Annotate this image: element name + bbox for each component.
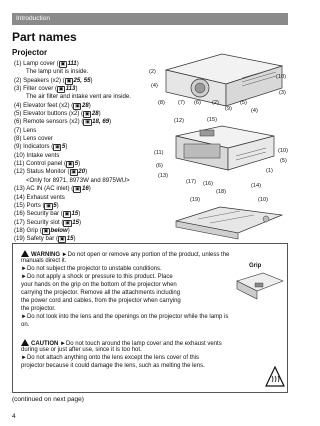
parts-list-item: (15) Ports ( ▣ 5) — [14, 201, 59, 209]
grip-label: Grip — [249, 263, 262, 269]
projector-bottom-figure — [170, 203, 288, 243]
callout: (3) — [279, 90, 286, 96]
parts-list-item: (14) Exhaust vents — [14, 193, 65, 201]
callout: (13) — [158, 173, 168, 179]
parts-list-item: (11) Control panel ( ▣ 5) — [14, 160, 81, 168]
page-ref-number[interactable]: below — [50, 226, 68, 234]
grip-illustration — [235, 271, 285, 301]
warning-line: carrying the projector. Remove all the attachments including — [21, 290, 181, 296]
callout: (8) — [158, 100, 165, 106]
page-ref-icon: ▣ — [67, 162, 73, 168]
parts-list-item: (8) Lens cover — [14, 135, 53, 143]
projector-front-figure — [152, 48, 288, 114]
callout: (4) — [151, 83, 158, 89]
warning-line-1: WARNING ►Do not open or remove any portion of the product, unless the — [21, 249, 229, 259]
callout: (11) — [154, 150, 164, 156]
callout: (14) — [251, 183, 261, 189]
parts-list-item: (7) Lens — [14, 126, 37, 134]
callout: (10) — [278, 148, 288, 154]
callout: (7) — [178, 100, 185, 106]
callout: (2) — [149, 69, 156, 75]
page-ref-icon: ▣ — [55, 145, 60, 151]
page-ref-number[interactable]: 5 — [74, 160, 79, 168]
callout: (6) — [194, 100, 201, 106]
warning-line: the power cord and cables, from the projector when carrying — [21, 298, 181, 304]
warning-line: the projector. — [21, 306, 56, 312]
continued-note: (continued on next page) — [12, 396, 84, 403]
section-subtitle: Projector — [12, 48, 48, 57]
warning-box — [12, 243, 288, 393]
callout: (18) — [216, 189, 226, 195]
warning-triangle-icon — [21, 250, 29, 257]
parts-list-item: (16) Security bar ( ▣ 15) — [14, 210, 81, 218]
page-ref-number[interactable]: 20 — [78, 168, 86, 176]
page-ref-icon: ▣ — [75, 187, 80, 193]
page-ref-number[interactable]: 5 — [62, 143, 66, 151]
page-ref-icon: ▣ — [59, 237, 65, 243]
callout: (2) — [212, 100, 219, 106]
callout: (5) — [240, 100, 247, 106]
parts-list-item: The lamp unit is inside. — [26, 68, 89, 76]
projector-rear-figure — [166, 122, 278, 178]
page-ref-icon: ▣ — [43, 228, 49, 234]
page-ref-number[interactable]: 113 — [65, 85, 76, 93]
parts-list-item: (4) Elevator feet (x2) ( ▣ 28) — [14, 101, 91, 109]
callout: (1) — [266, 168, 273, 174]
callout: (17) — [186, 179, 196, 185]
parts-list — [14, 60, 164, 244]
callout: (10) — [276, 74, 286, 80]
page-ref-icon: ▣ — [71, 170, 76, 176]
warning-line: ►Do not look into the lens and the openings on the projector while the lamp is — [21, 314, 229, 320]
parts-list-item: (18) Grip ( ▣ below) — [14, 226, 70, 234]
parts-list-item: (6) Remote sensors (x2) ( ▣ 18, 69) — [14, 118, 112, 126]
caution-triangle-icon — [21, 339, 29, 346]
parts-list-item: <Only for 8971, 8973W and 8975WU> — [26, 176, 130, 184]
section-header: Introduction — [12, 13, 288, 25]
caution-line: ►Do not attach anything onto the lens except the lens cover of this — [21, 355, 200, 361]
page-ref-icon: ▣ — [66, 78, 72, 84]
warning-line: manuals direct it. — [21, 258, 67, 264]
warning-line: ►Do not subject the projector to unstable conditions. — [21, 266, 162, 272]
hot-surface-icon — [265, 366, 285, 388]
page-ref-icon: ▣ — [85, 120, 90, 126]
caution-line: projector because it could damage the lens, such as melting the lens. — [21, 363, 205, 369]
callout: (12) — [174, 118, 184, 124]
page-ref-icon: ▣ — [75, 103, 80, 109]
parts-list-item: (9) Indicators ( ▣ 5) — [14, 143, 68, 151]
parts-list-item: (19) Safety bar ( ▣ 15) — [14, 235, 76, 243]
warning-line: your hands on the grip on the bottom of the projector when — [21, 282, 177, 288]
warning-line: on. — [21, 322, 30, 328]
parts-list-item: (10) Intake vents — [14, 151, 60, 159]
page-ref-icon: ▣ — [65, 220, 70, 226]
page-ref-number[interactable]: 16 — [82, 185, 89, 193]
callout: (10) — [258, 197, 268, 203]
page-title: Part names — [12, 30, 77, 44]
page-ref-number[interactable]: 15 — [71, 210, 79, 218]
page-ref-number[interactable]: 15 — [72, 218, 79, 226]
page-ref-icon: ▣ — [84, 112, 90, 118]
page-ref-number[interactable]: 28 — [82, 101, 89, 109]
callout: (9) — [225, 106, 232, 112]
parts-list-item: (12) Status Monitor ( ▣ 20) — [14, 168, 88, 176]
callout: (16) — [203, 181, 213, 187]
callout: (6) — [156, 163, 163, 169]
page-ref-number[interactable]: 18, 69 — [92, 118, 110, 126]
page-ref-icon: ▣ — [46, 203, 51, 209]
page-ref-number[interactable]: 111 — [67, 60, 77, 67]
callout: (15) — [207, 117, 217, 123]
page-ref-icon: ▣ — [58, 87, 64, 93]
caution-line: during use or just after use, since it is too hot. — [21, 347, 142, 353]
page-ref-number[interactable]: 5 — [53, 201, 57, 209]
parts-list-item: (1) Lamp cover ( ▣ 111) — [14, 60, 79, 67]
parts-list-item: (13) AC IN (AC inlet) ( ▣ 16) — [14, 185, 91, 193]
parts-list-item: (3) Filter cover ( ▣ 113) — [14, 85, 78, 93]
page-ref-icon: ▣ — [60, 62, 66, 67]
parts-list-item: (2) Speakers (x2) ( ▣ 25, 55) — [14, 76, 93, 84]
callout: (4) — [251, 108, 258, 114]
page-ref-number[interactable]: 28 — [91, 110, 99, 118]
page-number: 4 — [12, 413, 16, 420]
parts-list-item: (17) Security slot ( ▣ 15) — [14, 218, 81, 226]
page-ref-icon: ▣ — [64, 212, 70, 218]
callout: (5) — [280, 158, 287, 164]
page-ref-number[interactable]: 15 — [66, 235, 74, 243]
caution-line-1: CAUTION ►Do not touch around the lamp cover and the exhaust vents — [21, 338, 222, 348]
parts-list-item: (5) Elevator buttons (x2) ( ▣ 28) — [14, 110, 101, 118]
parts-list-item: The air filter and intake vent are inside. — [26, 93, 132, 101]
page-ref-number[interactable]: 25, 55 — [73, 76, 91, 84]
warning-line: ►Do not apply a shock or pressure to this product. Place — [21, 274, 173, 280]
callout: (19) — [190, 197, 200, 203]
